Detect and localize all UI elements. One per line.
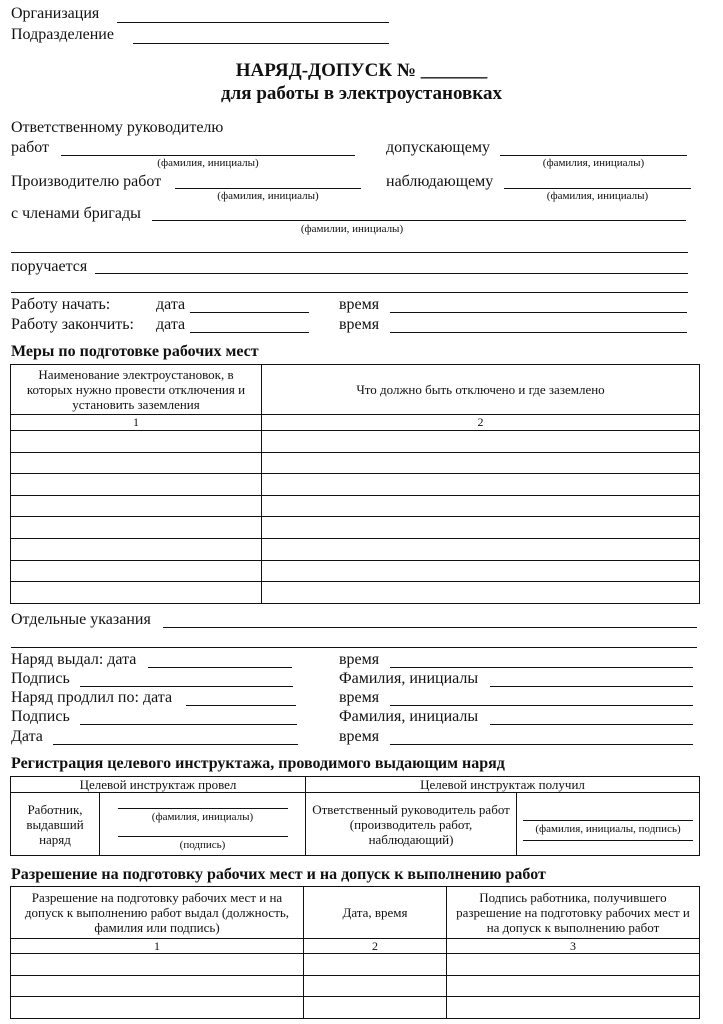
finish-date-field[interactable] <box>190 332 309 333</box>
department-field[interactable] <box>133 43 389 44</box>
permission-col2-header: Дата, время <box>304 887 447 939</box>
briefing-sign-caption: (подпись) <box>179 839 226 851</box>
table-row <box>11 452 700 474</box>
table-cell[interactable] <box>304 975 447 997</box>
table-cell[interactable] <box>11 517 262 539</box>
table-row <box>11 975 700 997</box>
table-cell[interactable] <box>262 538 700 560</box>
observer-field[interactable] <box>504 188 691 189</box>
briefing-received-header: Целевой инструктаж получил <box>306 777 700 793</box>
extended-signature-label: Подпись <box>11 708 70 725</box>
permission-col1-number: 1 <box>11 939 304 954</box>
briefing-worker-name-field[interactable] <box>118 797 288 809</box>
issued-name-field[interactable] <box>490 686 693 687</box>
issued-time-field[interactable] <box>390 667 693 668</box>
name-caption: (фамилия, инициалы) <box>542 157 645 169</box>
issued-signature-label: Подпись <box>11 670 70 687</box>
brigade-members-label: с членами бригады <box>11 205 141 222</box>
permission-col3-header: Подпись работника, получившего разрешение на подготовку рабочих мест и на допуск к выполнению работ <box>447 887 700 939</box>
permission-col2-number: 2 <box>304 939 447 954</box>
admitter-field[interactable] <box>500 155 687 156</box>
special-instructions-label: Отдельные указания <box>11 611 151 628</box>
issued-name-label: Фамилия, инициалы <box>339 670 479 687</box>
table-cell[interactable] <box>11 582 262 604</box>
extended-time-label: время <box>339 689 380 706</box>
time-field[interactable] <box>390 744 693 745</box>
extended-signature-field[interactable] <box>80 724 297 725</box>
table-cell[interactable] <box>11 538 262 560</box>
names-caption: (фамилии, инициалы) <box>300 223 404 235</box>
responsible-manager-label: Ответственному руководителю <box>11 119 224 136</box>
organization-field[interactable] <box>117 22 389 23</box>
permission-col3-number: 3 <box>447 939 700 954</box>
issued-time-label: время <box>339 651 380 668</box>
table-cell[interactable] <box>11 954 304 976</box>
table-cell[interactable] <box>262 582 700 604</box>
name-caption: (фамилия, инициалы) <box>546 190 649 202</box>
briefing-worker-fields <box>100 793 306 856</box>
briefing-worker-label: Работник, выдавший наряд <box>11 793 100 856</box>
special-instructions-field[interactable] <box>163 627 697 628</box>
briefing-heading: Регистрация целевого инструктажа, проводимого выдающим наряд <box>11 755 505 772</box>
admitter-label: допускающему <box>386 139 490 156</box>
measures-table <box>10 364 700 604</box>
start-date-label: дата <box>156 296 186 313</box>
table-cell[interactable] <box>447 997 700 1019</box>
briefing-name-sign-caption: (фамилия, инициалы, подпись) <box>535 823 681 835</box>
table-row <box>11 495 700 517</box>
brigade-members-field-2[interactable] <box>11 252 688 253</box>
table-cell[interactable] <box>262 431 700 453</box>
date-field[interactable] <box>53 744 298 745</box>
table-row <box>11 517 700 539</box>
briefing-conducted-header: Целевой инструктаж провел <box>11 777 306 793</box>
extended-date-field[interactable] <box>186 705 296 706</box>
measures-heading: Меры по подготовке рабочих мест <box>11 343 259 360</box>
start-time-field[interactable] <box>390 312 687 313</box>
briefing-worker-sign-field[interactable] <box>118 823 288 837</box>
table-cell[interactable] <box>11 452 262 474</box>
table-row <box>11 431 700 453</box>
issued-date-label: Наряд выдал: дата <box>11 651 137 668</box>
table-cell[interactable] <box>262 517 700 539</box>
measures-col1-header: Наименование электроустановок, в которых нужно провести отключения и установить заземления <box>11 365 262 415</box>
organization-label: Организация <box>11 5 100 22</box>
table-cell[interactable] <box>11 975 304 997</box>
entrusted-field-2[interactable] <box>11 292 688 293</box>
permission-heading: Разрешение на подготовку рабочих мест и на допуск к выполнению работ <box>11 866 546 883</box>
work-producer-label: Производителю работ <box>11 173 162 190</box>
observer-label: наблюдающему <box>386 173 494 190</box>
entrusted-field[interactable] <box>95 273 688 274</box>
table-cell[interactable] <box>262 560 700 582</box>
document-subtitle: для работы в электроустановках <box>221 83 502 104</box>
date-label: Дата <box>11 728 43 745</box>
table-cell[interactable] <box>11 474 262 496</box>
responsible-manager-field[interactable] <box>61 155 355 156</box>
work-producer-field[interactable] <box>175 188 361 189</box>
extended-time-field[interactable] <box>390 705 693 706</box>
start-time-label: время <box>339 296 380 313</box>
measures-col1-number: 1 <box>11 415 262 431</box>
table-cell[interactable] <box>304 997 447 1019</box>
extended-name-field[interactable] <box>490 724 693 725</box>
table-cell[interactable] <box>447 975 700 997</box>
table-cell[interactable] <box>262 495 700 517</box>
table-cell[interactable] <box>262 452 700 474</box>
briefing-name-caption: (фамилия, инициалы) <box>151 811 254 823</box>
measures-col2-number: 2 <box>262 415 700 431</box>
brigade-members-field[interactable] <box>152 220 686 221</box>
table-row <box>11 538 700 560</box>
table-row <box>11 582 700 604</box>
issued-date-field[interactable] <box>148 667 292 668</box>
table-row <box>11 560 700 582</box>
briefing-responsible-fields <box>517 793 700 856</box>
finish-time-label: время <box>339 316 380 333</box>
briefing-table <box>10 776 700 856</box>
briefing-responsible-sign-field[interactable] <box>523 835 693 841</box>
table-cell[interactable] <box>304 954 447 976</box>
permission-col1-header: Разрешение на подготовку рабочих мест и на допуск к выполнению работ выдал (должность, фамилия или подпись) <box>11 887 304 939</box>
briefing-responsible-name-field[interactable] <box>523 807 693 821</box>
special-instructions-field-2[interactable] <box>11 647 697 648</box>
responsible-manager-label-cont: работ <box>11 139 50 156</box>
measures-col2-header: Что должно быть отключено и где заземлено <box>262 365 700 415</box>
finish-date-label: дата <box>156 316 186 333</box>
finish-time-field[interactable] <box>390 332 687 333</box>
permission-table <box>10 886 700 1019</box>
department-label: Подразделение <box>11 26 114 43</box>
entrusted-label: поручается <box>11 258 88 275</box>
table-cell[interactable] <box>11 495 262 517</box>
table-row <box>11 954 700 976</box>
start-date-field[interactable] <box>190 312 309 313</box>
name-caption: (фамилия, инициалы) <box>217 190 319 202</box>
document-title: НАРЯД-ДОПУСК № _______ <box>235 60 488 81</box>
table-cell[interactable] <box>11 997 304 1019</box>
table-row <box>11 997 700 1019</box>
table-cell[interactable] <box>447 954 700 976</box>
table-cell[interactable] <box>262 474 700 496</box>
extended-date-label: Наряд продлил по: дата <box>11 689 173 706</box>
table-cell[interactable] <box>11 560 262 582</box>
table-row <box>11 474 700 496</box>
briefing-responsible-label: Ответственный руководитель работ (производитель работ, наблюдающий) <box>306 793 517 856</box>
time-label: время <box>339 728 380 745</box>
start-work-label: Работу начать: <box>11 296 111 313</box>
table-cell[interactable] <box>11 431 262 453</box>
finish-work-label: Работу закончить: <box>11 316 134 333</box>
name-caption: (фамилия, инициалы) <box>157 157 259 169</box>
extended-name-label: Фамилия, инициалы <box>339 708 479 725</box>
issued-signature-field[interactable] <box>80 686 293 687</box>
